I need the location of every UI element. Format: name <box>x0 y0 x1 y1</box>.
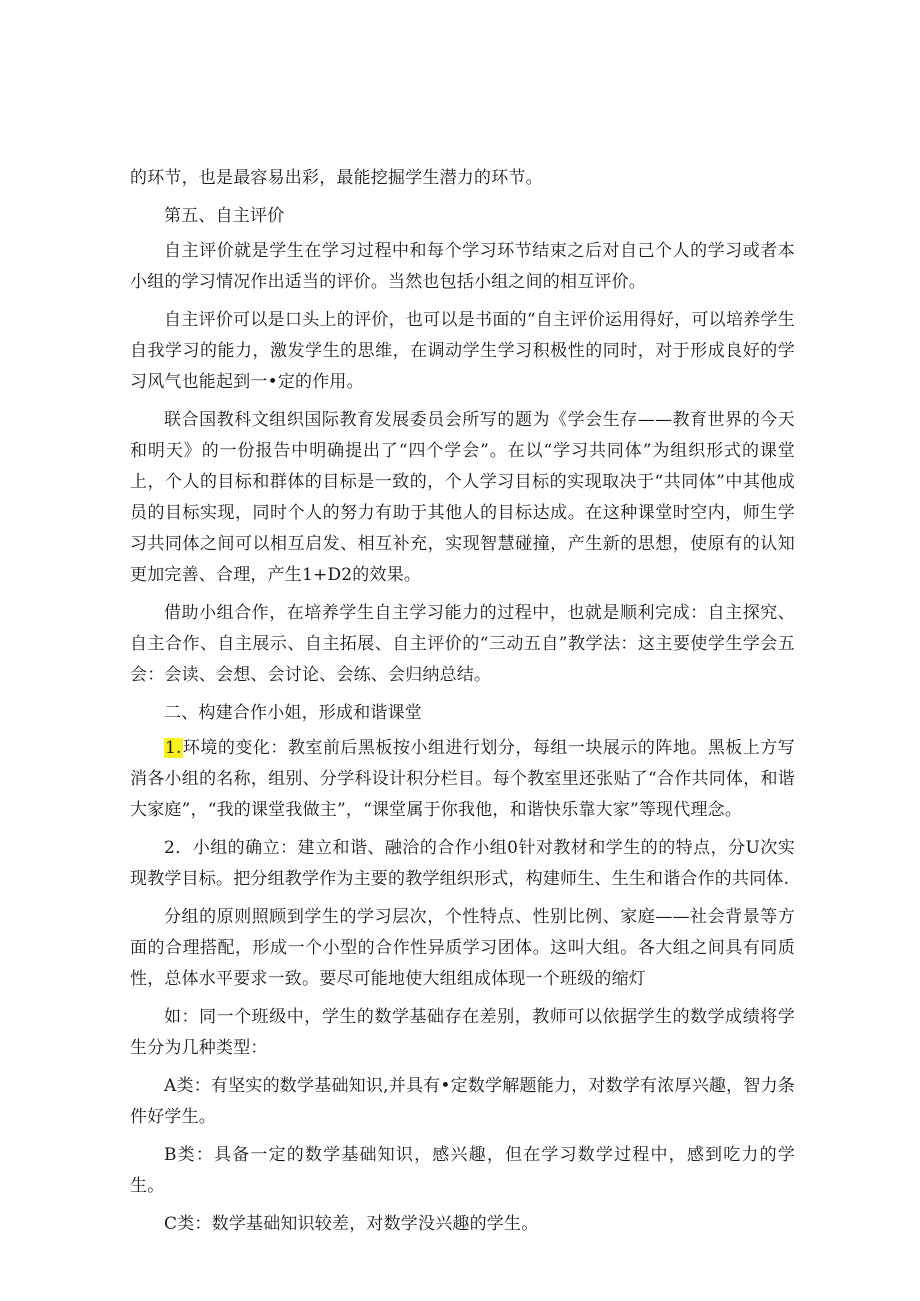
paragraph-grouping-principles: 分组的原则照顾到学生的学习层次，个性特点、性别比例、家庭——社会背景等方面的合理搭配，形成一个小型的合作性异质学习团体。这叫大组。各大组之间具有同质性，总体水平要求一致。要尽可能地使大组组成体现一个班级的缩灯 <box>130 907 795 989</box>
paragraph-unesco-report: 联合国教科文组织国际教育发展委员会所写的题为《学会生存——教育世界的今天和明天》的一份报告中明确提出了“四个学会”。在以“学习共同体”为组织形式的课堂上，个人的目标和群体的目标是一致的，个人学习目标的实现取决于“共同体”中其他成员的目标实现，同时个人的努力有助于其他人的目标达成。在这种课堂时空内，师生学习共同体之间可以相互启发、相互补充，实现智慧碰撞，产生新的思想，使原有的认知更加完善、合理，产生1+D2的效果。 <box>130 410 795 585</box>
paragraph-type-a: A类：有坚实的数学基础知识,并具有•定数学解题能力，对数学有浓厚兴趣，智力条件好学生。 <box>130 1076 795 1127</box>
paragraph-self-evaluation-definition: 自主评价就是学生在学习过程中和每个学习环节结束之后对自己个人的学习或者本小组的学习情况作出适当的评价。当然也包括小组之间的相互评价。 <box>130 241 795 292</box>
paragraph-type-b: B类：具备一定的数学基础知识，感兴趣，但在学习数学过程中，感到吃力的学生。 <box>130 1145 795 1196</box>
paragraph-self-evaluation-forms: 自主评价可以是口头上的评价，也可以是书面的“自主评价运用得好，可以培养学生自我学习的能力，激发学生的思维，在调动学生学习积极性的同时，对于形成良好的学习风气也能起到一•定的作用。 <box>130 310 795 392</box>
paragraph-continuation: 的环节，也是最容易出彩，最能挖掘学生潜力的环节。 <box>130 168 543 188</box>
paragraph-type-c: C类：数学基础知识较差，对数学没兴趣的学生。 <box>164 1214 539 1234</box>
paragraph-example-intro: 如：同一个班级中，学生的数学基础存在差别，教师可以依据学生的数学成绩将学生分为几种类型： <box>130 1007 795 1058</box>
environment-change-text: 环境的变化：教室前后黑板按小组进行划分，每组一块展示的阵地。黑板上方写消各小组的名称，组别、分学科设计积分栏目。每个教室里还张贴了“合作共同体，和谐大家庭”，“我的课堂我做主”，“课堂属于你我他，和谐快乐靠大家”等现代理念。 <box>130 738 795 820</box>
section-heading-self-evaluation: 第五、自主评价 <box>164 206 285 226</box>
paragraph-group-establishment: 2．小组的确立：建立和谐、融洽的合作小组0针对教材和学生的的特点，分U次实现教学目标。把分组教学作为主要的教学组织形式，构建师生、生生和谐合作的共同体. <box>130 838 795 889</box>
paragraph-group-cooperation: 借助小组合作，在培养学生自主学习能力的过程中，也就是顺利完成：自主探究、自主合作、自主展示、自主拓展、自主评价的“三动五自”教学法：这主要使学生学会五会：会读、会想、会讨论、会练、会归纳总结。 <box>130 603 795 685</box>
highlighted-marker: 1. <box>165 738 182 758</box>
paragraph-environment-change <box>130 733 795 826</box>
section-heading-build-groups: 二、构建合作小姐，形成和谐课堂 <box>164 703 422 723</box>
document-page <box>130 163 795 1247</box>
